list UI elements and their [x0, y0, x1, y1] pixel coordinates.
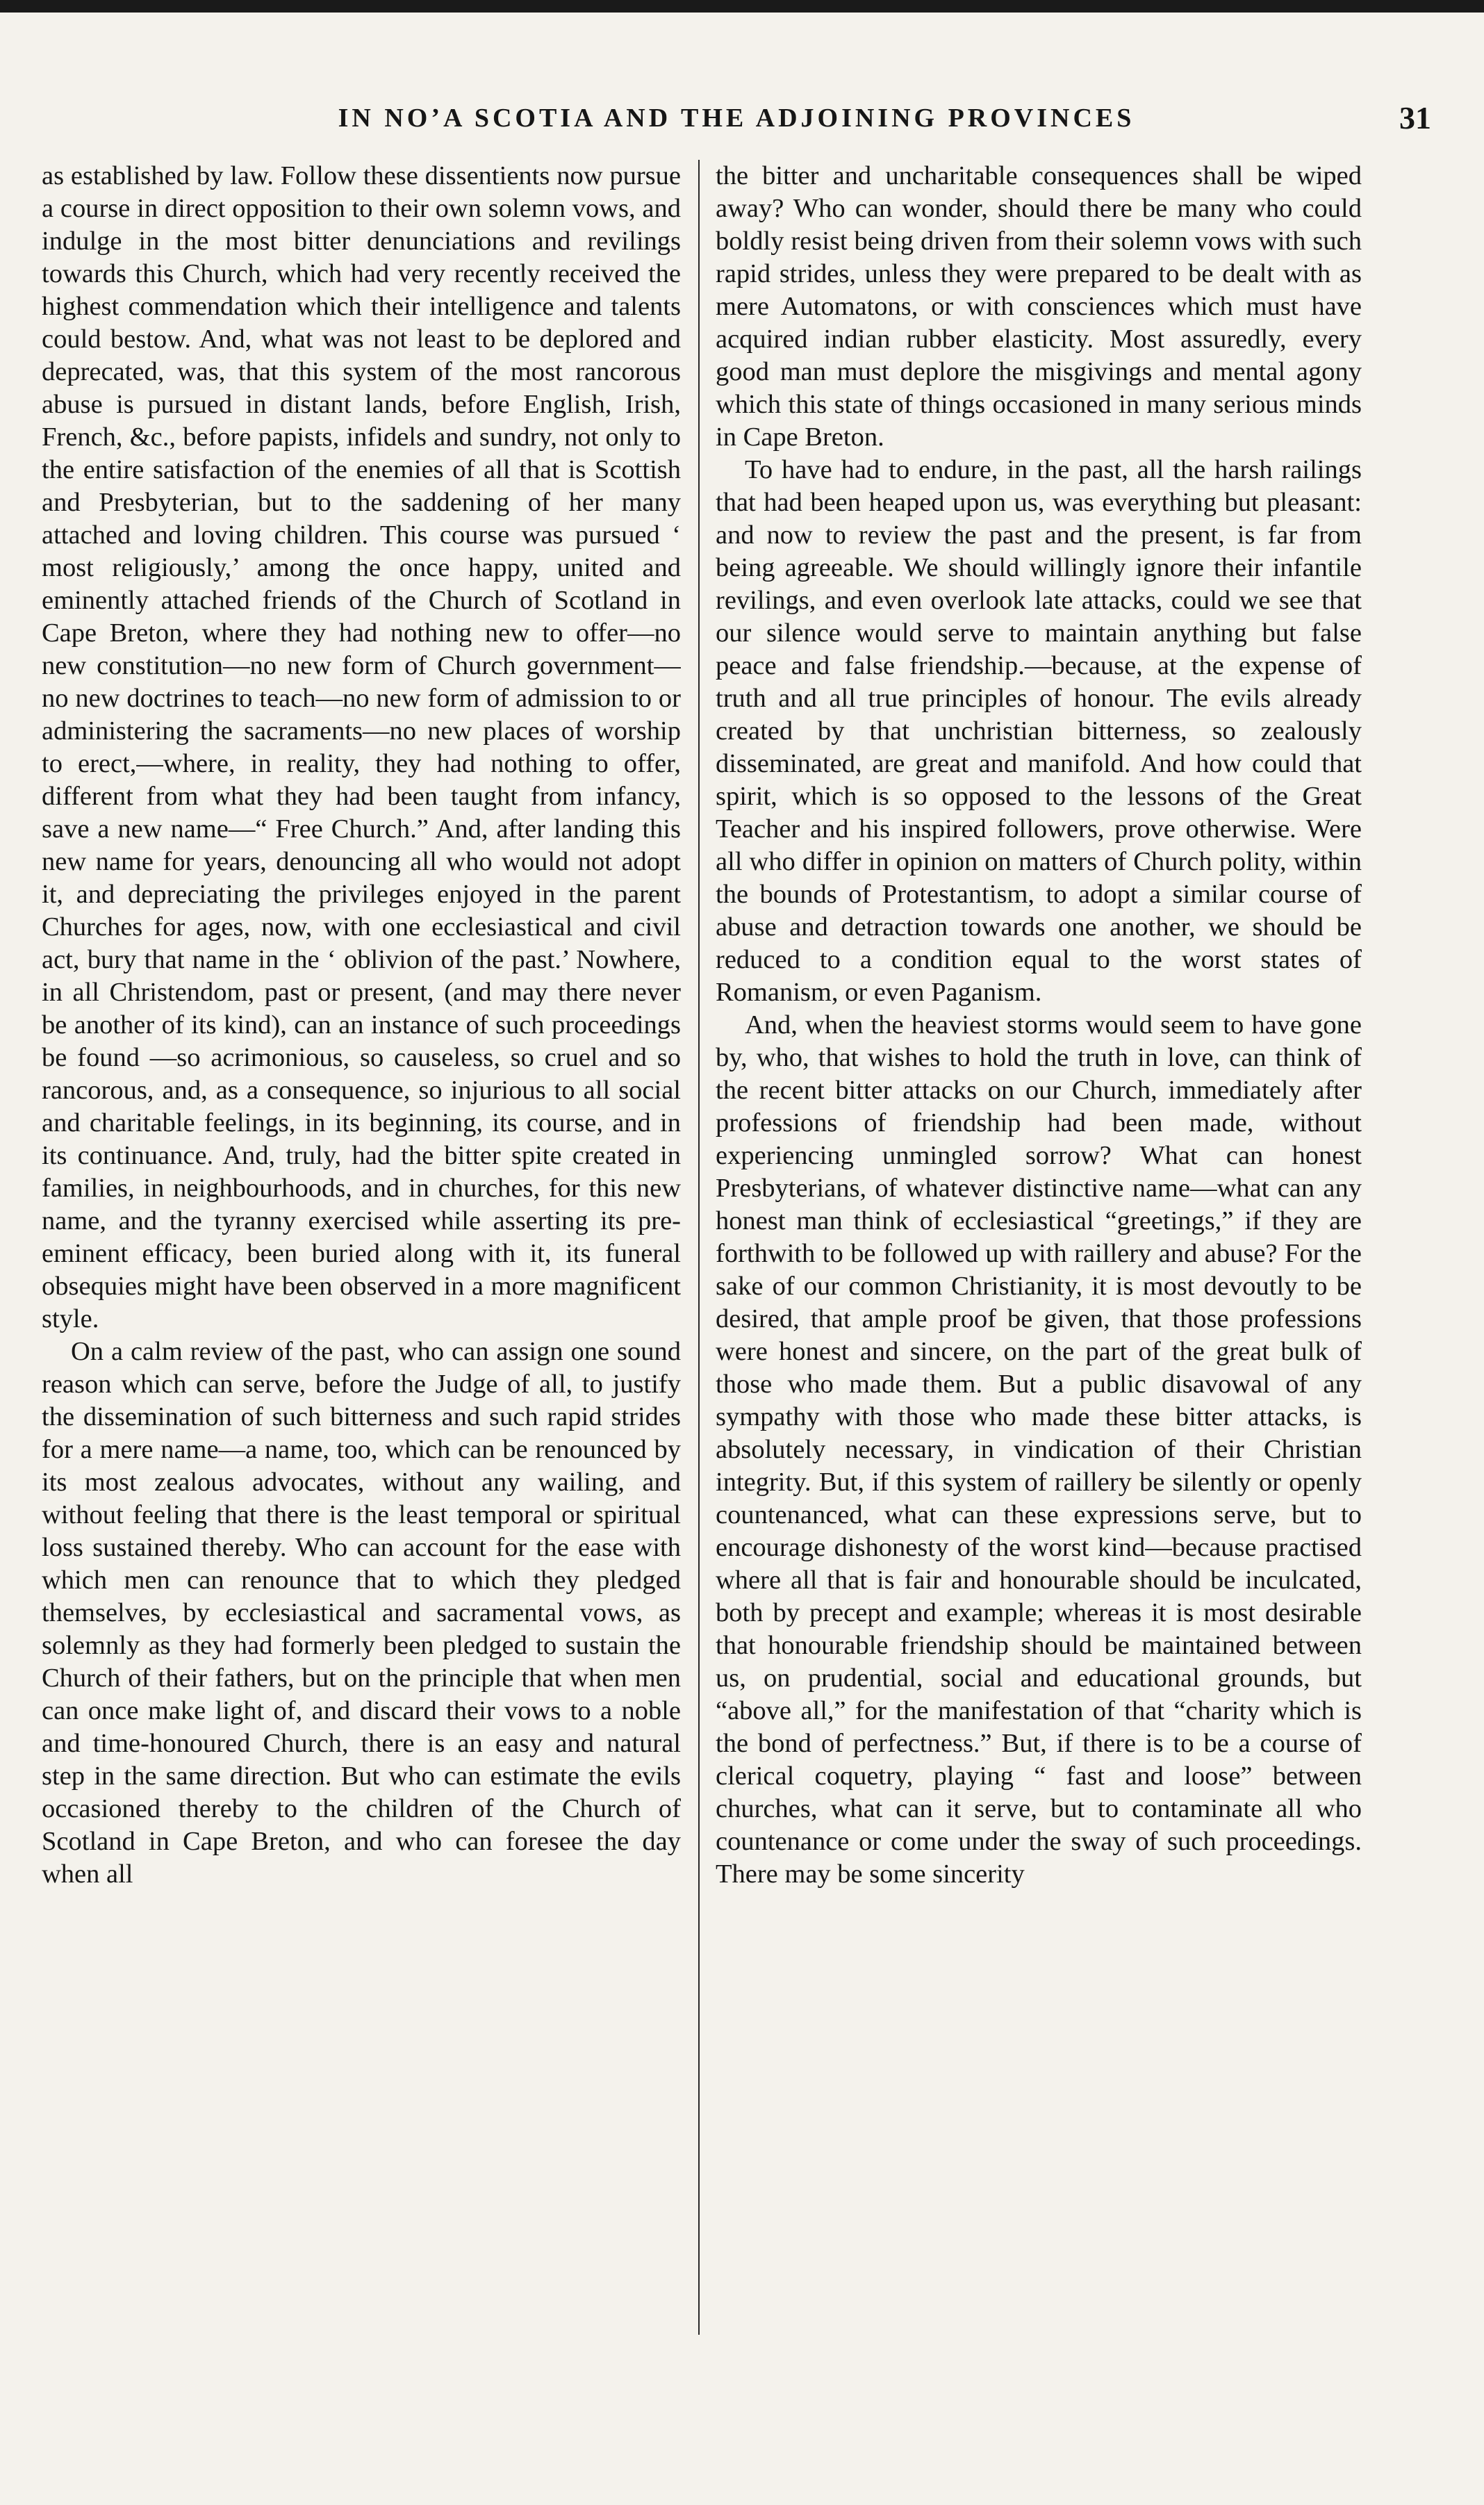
right-paragraph-1: the bitter and uncharitable consequences shall be wiped away? Who can wonder, should there be many who could boldly resist being driven from their solemn vows with such rapid strides, unless they were prepared to be dealt with as mere Automatons, or with consciences which must have acquired indian rubber elasticity. Most assuredly, every good man must deplore the misgivings and mental agony which this state of things occasioned in many serious minds in Cape Breton. [716, 161, 1362, 452]
right-column [716, 160, 1362, 2383]
column-divider [698, 160, 700, 2335]
left-paragraph-2: On a calm review of the past, who can assign one sound reason which can serve, before the Judge of all, to justify the dissemination of such bitterness and such rapid strides for a mere name—a name, too, which can be renounced by its most zealous advocates, without any wailing, and without feeling that there is the least temporal or spiritual loss sustained thereby. Who can account for the ease with which men can renounce that to which they pledged themselves, by ecclesiastical and sacramental vows, as solemnly as they had formerly been pledged to sustain the Church of their fathers, but on the principle that when men can once make light of, and discard their vows to a noble and time-honoured Church, there is an easy and natural step in the same direction. But who can estimate the evils occasioned thereby to the children of the Church of Scotland in Cape Breton, and who can foresee the day when all [42, 1337, 681, 1889]
left-paragraph-1: as established by law. Follow these dissentients now pursue a course in direct opposition to their own solemn vows, and indulge in the most bitter denunciations and revilings towards this Church, which had very recently received the highest commendation which their intelligence and talents could bestow. And, what was not least to be deplored and deprecated, was, that this system of the most rancorous abuse is pursued in distant lands, before English, Irish, French, &c., before papists, infidels and sundry, not only to the entire satisfaction of the enemies of all that is Scottish and Presbyterian, but to the saddening of her many attached and loving children. This course was pursued ‘ most religiously,’ among the once happy, united and eminently attached friends of the Church of Scotland in Cape Breton, where they had nothing new to offer—no new constitution—no new form of Church government—no new doctrines to teach—no new form of admission to or administering the sacraments—no new places of worship to erect,—where, in reality, they had nothing to offer, different from what they had been taught from infancy, save a new name—“ Free Church.” And, after landing this new name for years, denouncing all who would not adopt it, and depreciating the privileges enjoyed in the parent Churches for ages, now, with one ecclesiastical and civil act, bury that name in the ‘ oblivion of the past.’ Nowhere, in all Christendom, past or present, (and may there never be another of its kind), can an instance of such proceedings be found —so acrimonious, so causeless, so cruel and so rancorous, and, as a consequence, so injurious to all social and charitable feelings, in its beginning, its course, and in its continuance. And, truly, had the bitter spite created in families, in neighbourhoods, and in churches, for this new name, and the tyranny exercised while asserting its pre-eminent efficacy, been buried along with it, its funeral obsequies might have been observed in a more magnificent style. [42, 161, 681, 1333]
page-top-edge [0, 0, 1484, 13]
right-paragraph-3: And, when the heaviest storms would seem to have gone by, who, that wishes to hold the truth in love, can think of the recent bitter attacks on our Church, immediately after professions of friendship had been made, without experiencing unmingled sorrow? What can honest Presbyterians, of whatever distinctive name—what can any honest man think of ecclesiastical “greetings,” if they are forthwith to be followed up with raillery and abuse? For the sake of our common Christianity, it is most devoutly to be desired, that ample proof be given, that those professions were honest and sincere, on the part of the great bulk of those who made them. But a public disavowal of any sympathy with those who made these bitter attacks, is absolutely necessary, in vindication of their Christian integrity. But, if this system of raillery be silently or openly countenanced, what can these expressions serve, but to encourage dishonesty of the worst kind—because practised where all that is fair and honourable should be inculcated, both by precept and example; whereas it is most desirable that honourable friendship should be maintained between us, on prudential, social and educational grounds, but “above all,” for the manifestation of that “charity which is the bond of perfectness.” But, if there is to be a course of clerical coquetry, playing “ fast and loose” between churches, what can it serve, but to contaminate all who countenance or come under the sway of such proceedings. There may be some sincerity [716, 1010, 1362, 1889]
right-paragraph-2: To have had to endure, in the past, all the harsh railings that had been heaped upon us, was everything but pleasant: and now to review the past and the present, is far from being agreeable. We should willingly ignore their infantile revilings, and even overlook late attacks, could we see that our silence would serve to maintain anything but false peace and false friendship.—because, at the expense of truth and all true principles of honour. The evils already created by that unchristian bitterness, so zealously disseminated, are great and manifold. And how could that spirit, which is so opposed to the lessons of the Great Teacher and his inspired followers, prove otherwise. Were all who differ in opinion on matters of Church polity, within the bounds of Protestantism, to adopt a similar course of abuse and detraction towards one another, we should be reduced to a condition equal to the worst states of Romanism, or even Paganism. [716, 455, 1362, 1007]
running-header [42, 97, 1431, 139]
page-number: 31 [1399, 100, 1431, 135]
left-column [42, 160, 681, 2383]
running-header-title: IN NO’A SCOTIA AND THE ADJOINING PROVINCES [338, 104, 1135, 133]
